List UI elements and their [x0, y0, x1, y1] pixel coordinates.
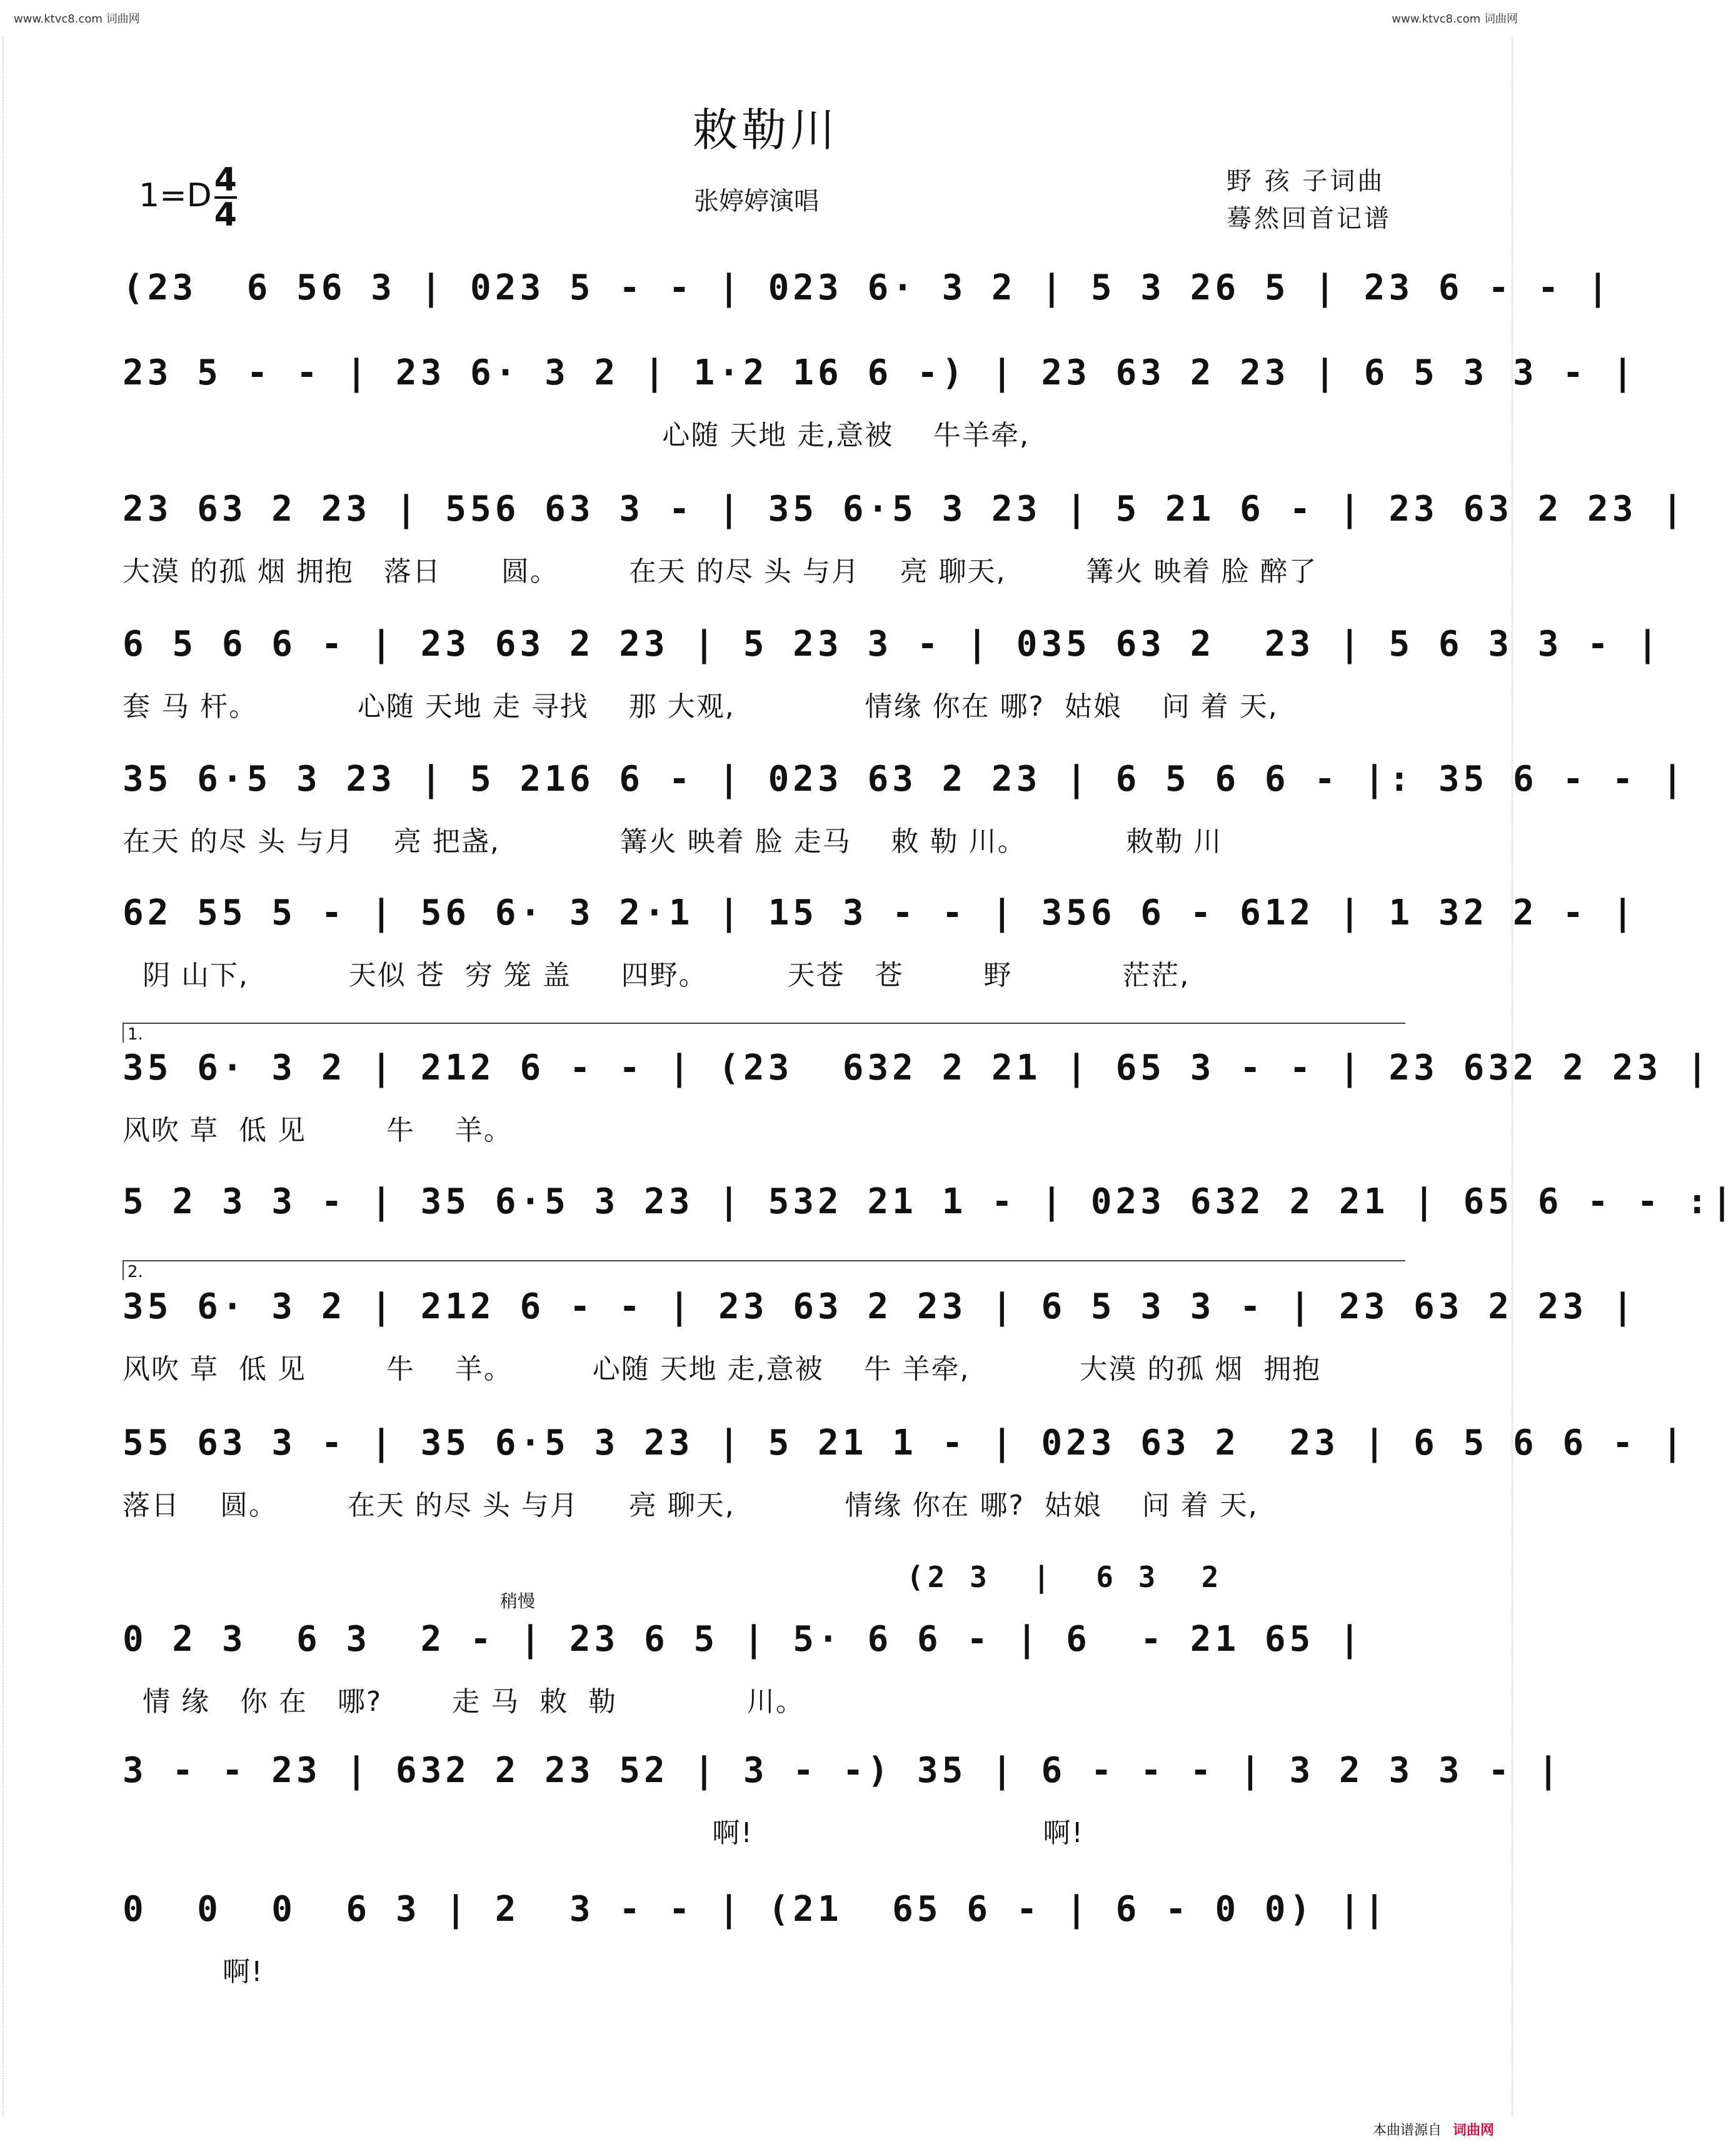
lyrics: 大漠 的孤 烟 拥抱 落日 圆。 在天 的尽 头 与月 亮 聊天, 篝火 映着 脸 醉了	[123, 556, 1318, 588]
lyrics: 啊!	[123, 1956, 264, 1988]
time-bottom: 4	[214, 196, 237, 234]
notes: 62 55 5 - | 56 6· 3 2·1 | 15 3 - - | 356 6 - 612 | 1 32 2 - |	[123, 893, 1637, 933]
notes: 55 63 3 - | 35 6·5 3 23 | 5 21 1 - | 023 63 2 23 | 6 5 6 6 - |	[123, 1423, 1687, 1463]
score-line-12	[123, 1750, 1563, 1875]
lyrics: 套 马 杆。 心随 天地 走 寻找 那 大观, 情缘 你在 哪? 姑娘 问 着 天,	[123, 691, 1278, 723]
time-signature	[214, 161, 237, 234]
tempo-marking: 稍慢	[500, 1591, 536, 1611]
notes: 6 5 6 6 - | 23 63 2 23 | 5 23 3 - | 035 63 2 23 | 5 6 3 3 - |	[123, 624, 1662, 664]
lyrics: 在天 的尽 头 与月 亮 把盏, 篝火 映着 脸 走马 敕 勒 川。 敕勒 川	[123, 826, 1223, 858]
notes: 35 6· 3 2 | 212 6 - - | (23 632 2 21 | 65 3 - - | 23 632 2 23 |	[123, 1048, 1712, 1088]
score-line-7	[123, 1048, 1712, 1173]
notes: 0 2 3 6 3 2 - | 23 6 5 | 5· 6 6 - | 6 - 21 65 |	[123, 1619, 1364, 1660]
score-line-10	[123, 1423, 1687, 1548]
key-label: 1=D	[139, 177, 212, 214]
notes: 23 5 - - | 23 6· 3 2 | 1·2 16 6 -) | 23 63 2 23 | 6 5 3 3 - |	[123, 353, 1637, 393]
lyrics: 啊! 啊!	[123, 1817, 1085, 1849]
volta-bracket-1	[123, 1023, 1405, 1043]
score-line-2	[123, 353, 1637, 478]
score-line-6	[123, 893, 1637, 1018]
notes: 3 - - 23 | 632 2 23 52 | 3 - -) 35 | 6 - - - | 3 2 3 3 - |	[123, 1750, 1563, 1791]
volta-1-label: 1.	[128, 1025, 143, 1044]
lyrics: 阴 山下, 天似 苍 穷 笼 盖 四野。 天苍 苍 野 茫茫,	[123, 959, 1190, 991]
time-top: 4	[214, 161, 237, 199]
notes: 35 6· 3 2 | 212 6 - - | 23 63 2 23 | 6 5 3 3 - | 23 63 2 23 |	[123, 1286, 1637, 1327]
left-margin-strip	[3, 38, 20, 2116]
transcriber-credit: 蓦然回首记谱	[1227, 204, 1392, 233]
notes: (23 6 56 3 | 023 5 - - | 023 6· 3 2 | 5 3 26 5 | 23 6 - - |	[123, 268, 1612, 308]
score-line-13	[123, 1889, 1404, 2014]
header-url-left: www.ktvc8.com 词曲网	[14, 13, 140, 26]
score-line-11	[123, 1619, 1404, 1744]
key-signature	[139, 161, 237, 234]
notes: 5 2 3 3 - | 35 6·5 3 23 | 532 21 1 - | 023 632 2 21 | 65 6 - - :|	[123, 1181, 1736, 1222]
footer-source	[1373, 2120, 1494, 2139]
score-line-9	[123, 1286, 1637, 1411]
lyrics: 心随 天地 走,意被 牛羊牵,	[123, 419, 1030, 451]
score-line-3	[123, 489, 1687, 614]
score-line-4	[123, 624, 1662, 749]
volta-bracket-2	[123, 1260, 1405, 1280]
score-line-5	[123, 759, 1687, 884]
lyrics: 情 缘 你 在 哪? 走 马 敕 勒 川。	[123, 1686, 805, 1718]
upper-voice-notes: (2 3 | 6 3 2	[906, 1560, 1223, 1594]
footer-site-logo: 词曲网	[1452, 2123, 1494, 2138]
volta-2-label: 2.	[128, 1263, 143, 1281]
header-url-right: www.ktvc8.com 词曲网	[1392, 13, 1518, 26]
notes: 23 63 2 23 | 556 63 3 - | 35 6·5 3 23 | 5 21 6 - | 23 63 2 23 |	[123, 489, 1687, 529]
footer-source-text: 本曲谱源自	[1372, 2123, 1442, 2138]
notes: 35 6·5 3 23 | 5 216 6 - | 023 63 2 23 | 6 5 6 6 - |: 35 6 - - |	[123, 759, 1687, 799]
notes: 0 0 0 6 3 | 2 3 - - | (21 65 6 - | 6 - 0 0) ||	[123, 1889, 1389, 1930]
singer-credit: 张婷婷演唱	[694, 187, 819, 216]
lyrics: 风吹 草 低 见 牛 羊。	[123, 1115, 513, 1146]
lyrics: 风吹 草 低 见 牛 羊。 心随 天地 走,意被 牛 羊牵, 大漠 的孤 烟 拥抱	[123, 1353, 1322, 1385]
song-title: 敕勒川	[692, 104, 839, 156]
composer-credit: 野 孩 子词曲	[1227, 167, 1385, 196]
lyrics: 落日 圆。 在天 的尽 头 与月 亮 聊天, 情缘 你在 哪? 姑娘 问 着 天,	[123, 1490, 1258, 1521]
